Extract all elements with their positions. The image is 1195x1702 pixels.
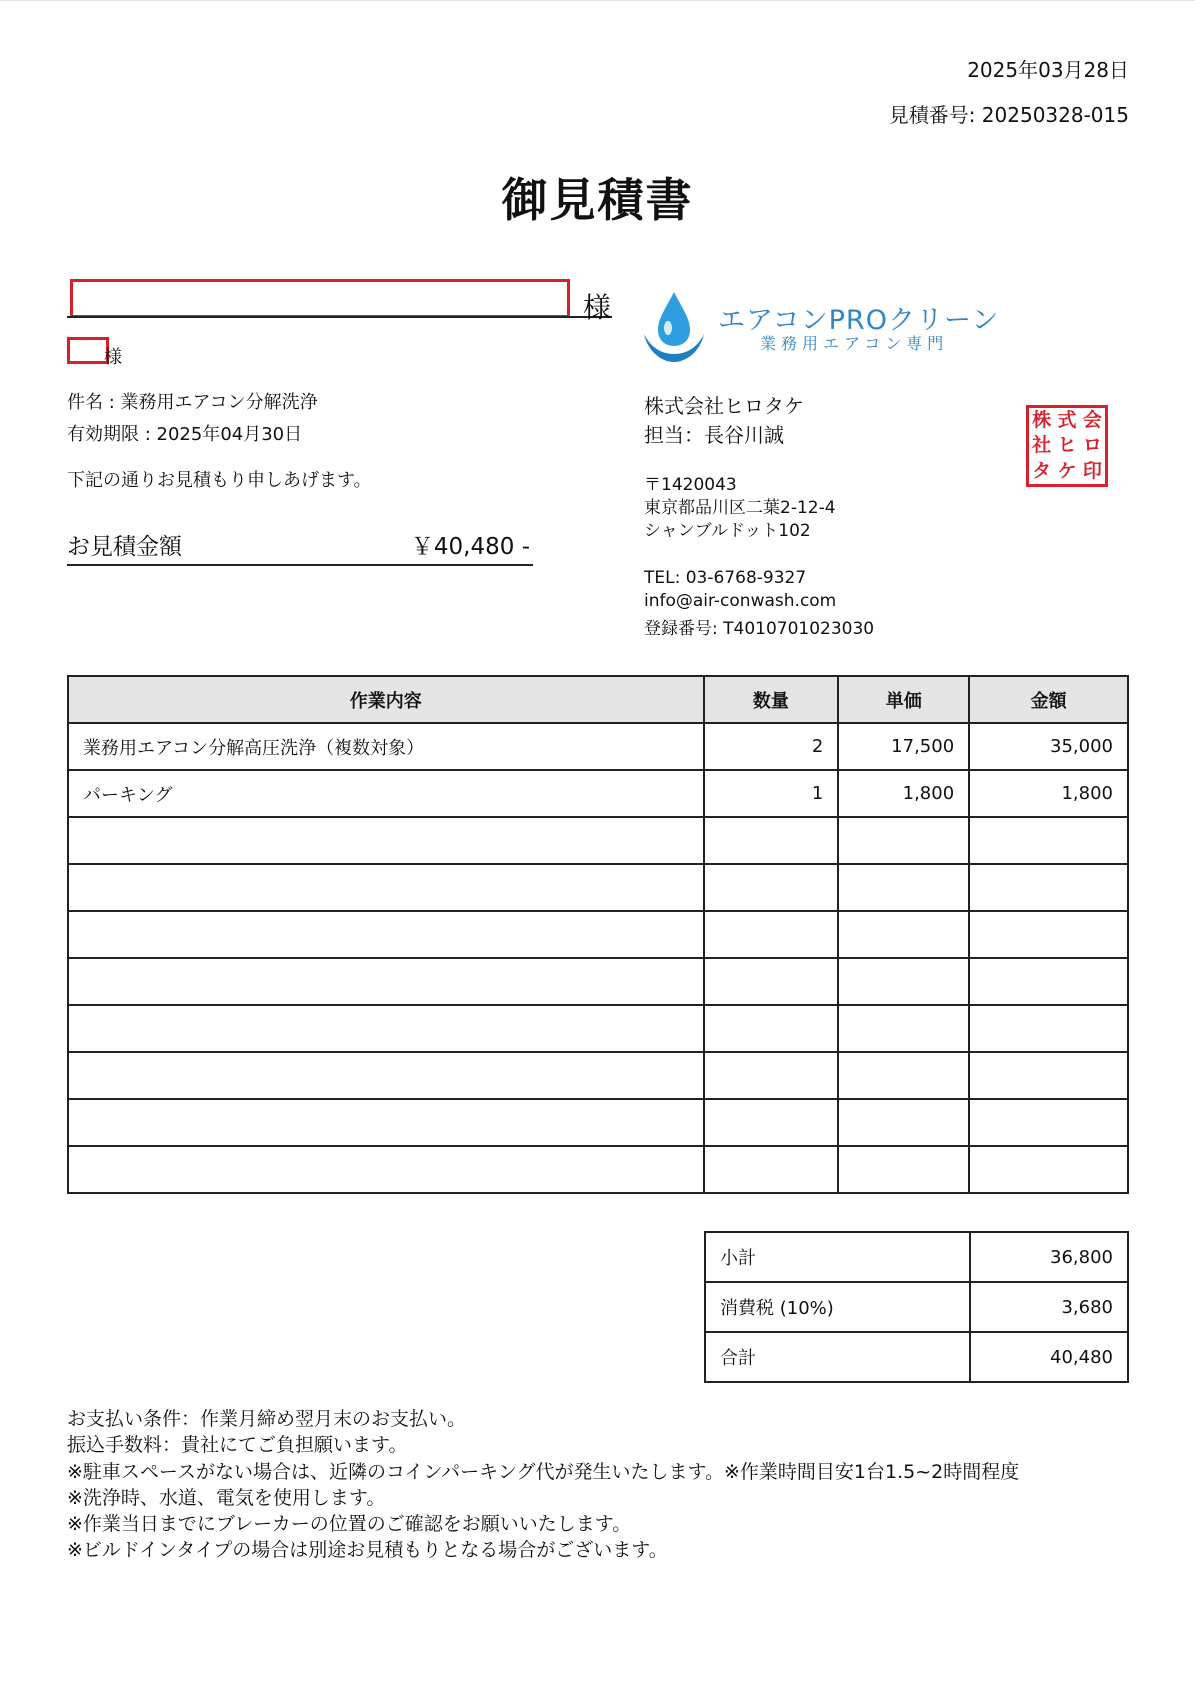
cell-description (68, 1052, 704, 1099)
tax-label: 消費税 (10%) (705, 1282, 970, 1332)
document-title: 御見積書 (501, 173, 694, 227)
cell-amount (969, 864, 1128, 911)
quote-amount-label: お見積金額 (67, 534, 182, 560)
cell-amount (969, 1099, 1128, 1146)
total-label: 合計 (705, 1332, 970, 1382)
client-honorific: 様 (583, 291, 612, 324)
cell-quantity (704, 1005, 839, 1052)
cell-amount (969, 911, 1128, 958)
table-row (68, 958, 1128, 1005)
note-line: ※洗浄時、水道、電気を使用します。 (67, 1486, 386, 1509)
water-drop-logo-icon (640, 288, 708, 368)
quote-amount-underline (67, 564, 533, 566)
cell-description (68, 817, 704, 864)
table-row (68, 1099, 1128, 1146)
cell-quantity (704, 864, 839, 911)
cell-description (68, 864, 704, 911)
cell-quantity (704, 958, 839, 1005)
subtotal-row (705, 1232, 1128, 1282)
seal-char: 印 (1082, 459, 1102, 482)
redacted-contact-name (67, 337, 109, 364)
table-row (68, 1052, 1128, 1099)
cell-quantity (704, 1052, 839, 1099)
page-top-border (0, 0, 1195, 1)
tax-value: 3,680 (970, 1282, 1128, 1332)
summary-table (704, 1231, 1129, 1383)
quote-amount-value: ￥40,480 - (410, 534, 530, 560)
issuer-address2: シャンブルドット102 (644, 521, 811, 541)
table-row (68, 770, 1128, 817)
cell-unit-price (838, 958, 969, 1005)
valid-until: 有効期限 : 2025年04月30日 (67, 424, 303, 445)
cell-unit-price (838, 1052, 969, 1099)
cell-unit-price (838, 864, 969, 911)
issuer-email: info@air-conwash.com (644, 591, 837, 611)
seal-char: 社 (1032, 434, 1052, 457)
cell-quantity: 1 (704, 770, 839, 817)
cell-amount (969, 1052, 1128, 1099)
cell-unit-price (838, 817, 969, 864)
note-line: ※駐車スペースがない場合は、近隣のコインパーキング代が発生いたします。※作業時間目安1台1.5~2時間程度 (67, 1460, 1020, 1483)
redacted-client-name (70, 279, 570, 318)
header-quantity: 数量 (704, 676, 839, 723)
seal-char: タ (1032, 459, 1052, 482)
issuer-tel: TEL: 03-6768-9327 (644, 568, 807, 588)
cell-description: 業務用エアコン分解高圧洗浄（複数対象） (68, 723, 704, 770)
subtotal-value: 36,800 (970, 1232, 1128, 1282)
table-header-row (68, 676, 1128, 723)
cell-unit-price (838, 1146, 969, 1193)
quote-number: 見積番号: 20250328-015 (888, 103, 1129, 127)
brand-name: エアコンPROクリーン (718, 305, 1000, 336)
notes-block (67, 1406, 1019, 1564)
intro-text: 下記の通りお見積もり申しあげます。 (67, 470, 372, 491)
note-line: ※ビルドインタイプの場合は別途お見積もりとなる場合がございます。 (67, 1539, 668, 1562)
seal-char: ロ (1082, 434, 1102, 457)
header-unit-price: 単価 (838, 676, 969, 723)
brand-tagline: 業務用エアコン専門 (760, 334, 949, 353)
contact-honorific: 様 (104, 347, 122, 368)
header-description: 作業内容 (68, 676, 704, 723)
cell-quantity (704, 1099, 839, 1146)
cell-description (68, 911, 704, 958)
tax-row (705, 1282, 1128, 1332)
items-table (67, 675, 1129, 1194)
cell-amount (969, 817, 1128, 864)
cell-unit-price (838, 1005, 969, 1052)
cell-amount (969, 1005, 1128, 1052)
cell-description: パーキング (68, 770, 704, 817)
cell-amount: 35,000 (969, 723, 1128, 770)
seal-char: 会 (1082, 409, 1102, 431)
subtotal-label: 小計 (705, 1232, 970, 1282)
issuer-company: 株式会社ヒロタケ (644, 394, 804, 418)
cell-description (68, 958, 704, 1005)
cell-description (68, 1146, 704, 1193)
client-name-underline (67, 316, 612, 318)
table-row (68, 911, 1128, 958)
table-row (68, 864, 1128, 911)
header-amount: 金額 (969, 676, 1128, 723)
cell-amount: 1,800 (969, 770, 1128, 817)
note-line: ※作業当日までにブレーカーの位置のご確認をお願いいたします。 (67, 1513, 632, 1536)
seal-char: 式 (1057, 409, 1077, 431)
table-row (68, 817, 1128, 864)
issue-date: 2025年03月28日 (967, 58, 1129, 82)
seal-char: ケ (1057, 459, 1077, 482)
total-row (705, 1332, 1128, 1382)
cell-unit-price (838, 1099, 969, 1146)
total-value: 40,480 (970, 1332, 1128, 1382)
cell-amount (969, 958, 1128, 1005)
table-row (68, 723, 1128, 770)
issuer-person: 担当：長谷川誠 (644, 423, 784, 447)
table-row (68, 1146, 1128, 1193)
subject: 件名 : 業務用エアコン分解洗浄 (67, 392, 318, 413)
cell-unit-price: 1,800 (838, 770, 969, 817)
note-line: 振込手数料：貴社にてご負担願います。 (67, 1434, 408, 1457)
seal-char: ヒ (1057, 434, 1077, 457)
cell-unit-price (838, 911, 969, 958)
cell-unit-price: 17,500 (838, 723, 969, 770)
seal-char: 株 (1032, 409, 1052, 431)
cell-description (68, 1005, 704, 1052)
issuer-address1: 東京都品川区二葉2-12-4 (644, 498, 836, 518)
note-line: お支払い条件：作業月締め翌月末のお支払い。 (67, 1408, 467, 1430)
table-row (68, 1005, 1128, 1052)
cell-description (68, 1099, 704, 1146)
cell-amount (969, 1146, 1128, 1193)
cell-quantity: 2 (704, 723, 839, 770)
company-seal-stamp (1026, 405, 1108, 487)
cell-quantity (704, 911, 839, 958)
cell-quantity (704, 1146, 839, 1193)
issuer-postal: 〒1420043 (644, 475, 737, 495)
cell-quantity (704, 817, 839, 864)
issuer-registration: 登録番号: T4010701023030 (644, 619, 875, 639)
